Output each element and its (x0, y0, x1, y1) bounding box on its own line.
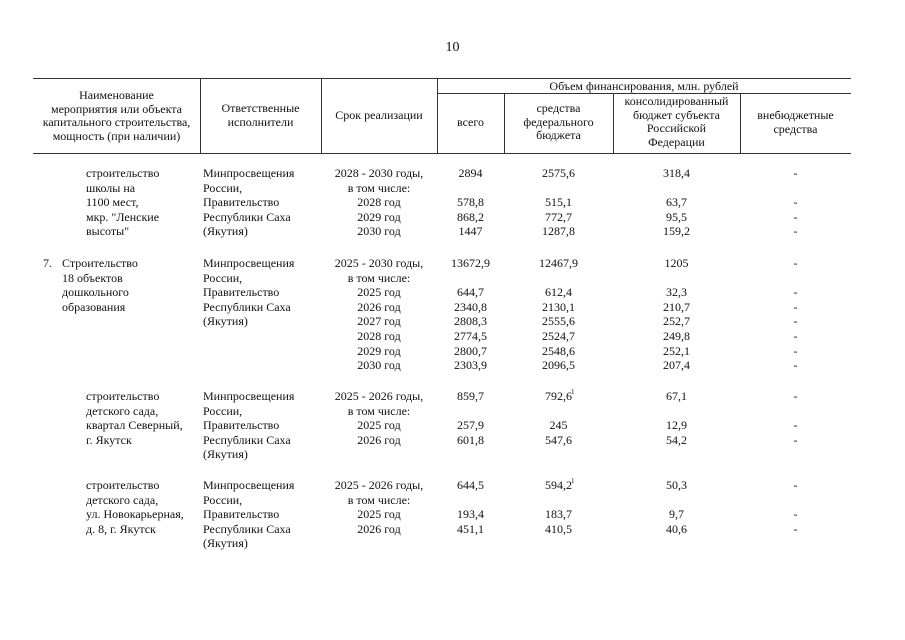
row-total: 13672,9 644,7 2340,8 2808,3 2774,5 2800,7 2303,9 (451, 256, 490, 373)
header-federal: средства федерального бюджета (523, 101, 594, 142)
row-regional: 318,4 63,7 95,5 159,2 (663, 166, 690, 239)
row-extra: - - - - (793, 166, 798, 239)
header-funding: Объем финансирования, млн. рублей (549, 79, 739, 93)
row-name: строительство детского сада, ул. Новокарьерная, д. 8, г. Якутск (86, 478, 184, 536)
row-federal: 2575,6 515,1 772,7 1287,8 (542, 166, 575, 239)
header-period: Срок реализации (335, 108, 423, 122)
row-period: 2025 - 2026 годы, в том числе: 2025 год 2026 год (334, 478, 424, 536)
row-number: 7. (43, 256, 52, 270)
row-period: 2025 - 2030 годы, в том числе: 2025 год 2026 год 2027 год 2028 год 2029 год 2030 год (334, 256, 424, 373)
page-number: 10 (445, 40, 460, 55)
row-name: строительство детского сада, квартал Северный, г. Якутск (86, 389, 183, 447)
row-total: 644,5 193,4 451,1 (457, 478, 484, 536)
row-total: 859,7 257,9 601,8 (457, 389, 484, 447)
row-regional: 67,1 12,9 54,2 (666, 389, 687, 447)
row-regional: 1205 32,3 210,7 252,7 249,8 252,1 207,4 (663, 256, 690, 373)
row-name: Строительство 18 объектов дошкольного образования (62, 256, 138, 314)
header-regional: консолидированный бюджет субъекта Российской Федерации (624, 94, 729, 149)
row-federal: 12467,9 612,4 2130,1 2555,6 2524,7 2548,6 2096,5 (539, 256, 578, 373)
header-bottom-rule (33, 153, 851, 154)
row-federal: 594,2 183,7 410,5 (545, 478, 572, 536)
row-responsible: Минпросвещения России, Правительство Республики Саха (Якутия) (203, 478, 295, 551)
header-extra: внебюджетные средства (757, 108, 834, 136)
row-name: строительство школы на 1100 мест, мкр. "Ленские высоты" (86, 166, 160, 239)
row-regional: 50,3 9,7 40,6 (666, 478, 687, 536)
row-extra: - - - (793, 389, 798, 447)
row-extra: - - - (793, 478, 798, 536)
row-responsible: Минпросвещения России, Правительство Республики Саха (Якутия) (203, 256, 295, 329)
row-responsible: Минпросвещения России, Правительство Республики Саха (Якутия) (203, 389, 295, 462)
header-total: всего (456, 115, 485, 129)
row-period: 2025 - 2026 годы, в том числе: 2025 год 2026 год (334, 389, 424, 447)
row-period: 2028 - 2030 годы, в том числе: 2028 год 2029 год 2030 год (334, 166, 424, 239)
header-responsible: Ответственные исполнители (221, 101, 300, 129)
row-extra: - - - - - - - (793, 256, 798, 373)
header-name: Наименование мероприятия или объекта капитального строительства, мощность (при наличии) (42, 88, 191, 143)
row-responsible: Минпросвещения России, Правительство Республики Саха (Якутия) (203, 166, 295, 239)
row-federal: 792,6 245 547,6 (545, 389, 572, 447)
row-total: 2894 578,8 868,2 1447 (457, 166, 484, 239)
